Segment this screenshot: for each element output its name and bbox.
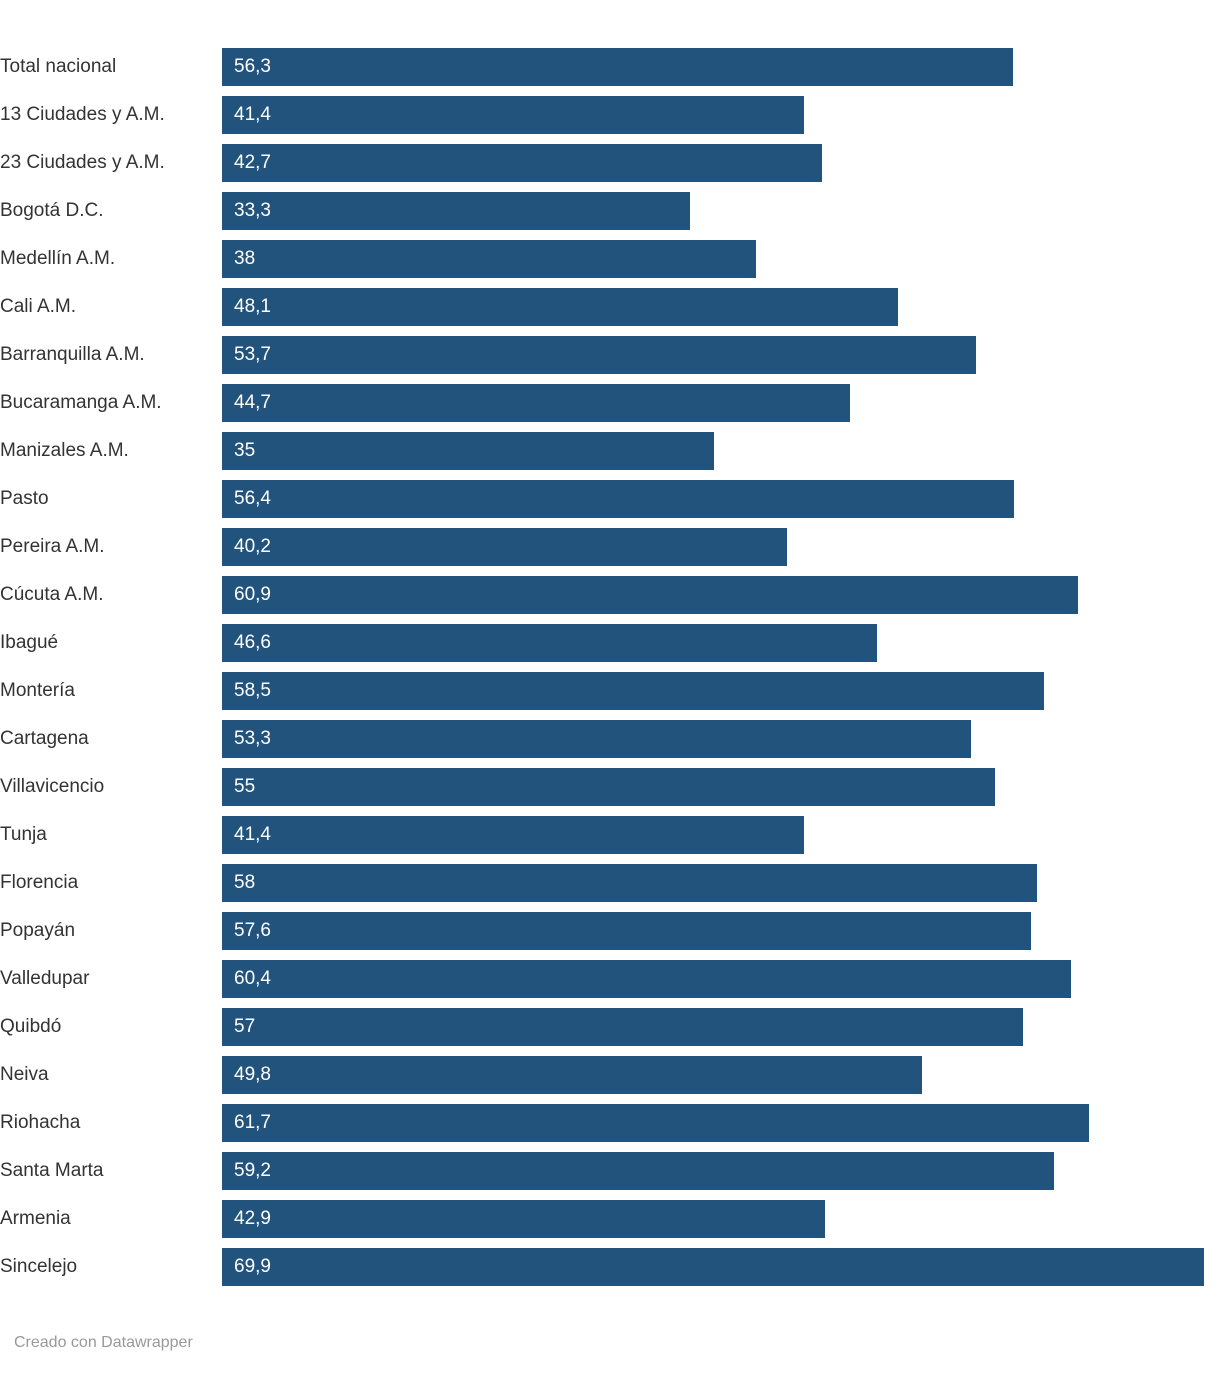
bar-track bbox=[222, 672, 1204, 710]
bar-value-label: 41,4 bbox=[234, 824, 271, 845]
table-row bbox=[0, 1008, 1220, 1046]
bar-value-label: 57,6 bbox=[234, 920, 271, 941]
bar bbox=[222, 384, 850, 422]
bar-track bbox=[222, 1152, 1204, 1190]
bar-category-label: Barranquilla A.M. bbox=[0, 344, 145, 365]
bar-track bbox=[222, 624, 1204, 662]
bar-value-label: 59,2 bbox=[234, 1160, 271, 1181]
table-row bbox=[0, 1056, 1220, 1094]
bar-category-label: Quibdó bbox=[0, 1016, 62, 1037]
bar-track bbox=[222, 816, 1204, 854]
bar-value-label: 53,3 bbox=[234, 728, 271, 749]
table-row bbox=[0, 672, 1220, 710]
table-row bbox=[0, 528, 1220, 566]
table-row bbox=[0, 336, 1220, 374]
bar bbox=[222, 816, 804, 854]
table-row bbox=[0, 384, 1220, 422]
bar-track bbox=[222, 576, 1204, 614]
table-row bbox=[0, 912, 1220, 950]
bar-category-label: Florencia bbox=[0, 872, 79, 893]
bar-track bbox=[222, 144, 1204, 182]
bar bbox=[222, 432, 714, 470]
bar-category-label: Santa Marta bbox=[0, 1160, 104, 1181]
bar bbox=[222, 1200, 825, 1238]
datawrapper-credit[interactable]: Creado con Datawrapper bbox=[14, 1334, 193, 1351]
bar-value-label: 48,1 bbox=[234, 296, 271, 317]
bar bbox=[222, 96, 804, 134]
bar-category-label: Tunja bbox=[0, 824, 47, 845]
bar-value-label: 35 bbox=[234, 440, 256, 461]
bar-value-label: 41,4 bbox=[234, 104, 271, 125]
bar-category-label: Pasto bbox=[0, 488, 49, 509]
bar bbox=[222, 1152, 1054, 1190]
bar-category-label: Total nacional bbox=[0, 56, 117, 77]
bar-value-label: 61,7 bbox=[234, 1112, 271, 1133]
bar bbox=[222, 1008, 1023, 1046]
bar-track bbox=[222, 864, 1204, 902]
bar bbox=[222, 720, 971, 758]
bar-category-label: Bucaramanga A.M. bbox=[0, 392, 162, 413]
bar-category-label: Valledupar bbox=[0, 968, 90, 989]
table-row bbox=[0, 816, 1220, 854]
bar bbox=[222, 1056, 922, 1094]
bar-category-label: Bogotá D.C. bbox=[0, 200, 104, 221]
bar-category-label: Medellín A.M. bbox=[0, 248, 116, 269]
bar-track bbox=[222, 48, 1204, 86]
bar-track bbox=[222, 336, 1204, 374]
bar bbox=[222, 192, 690, 230]
table-row bbox=[0, 576, 1220, 614]
chart-rows bbox=[0, 48, 1220, 1296]
bar-track bbox=[222, 480, 1204, 518]
bar-track bbox=[222, 720, 1204, 758]
table-row bbox=[0, 1248, 1220, 1286]
bar-category-label: Manizales A.M. bbox=[0, 440, 129, 461]
bar-value-label: 42,7 bbox=[234, 152, 271, 173]
bar-value-label: 53,7 bbox=[234, 344, 271, 365]
bar-track bbox=[222, 960, 1204, 998]
table-row bbox=[0, 1152, 1220, 1190]
bar-value-label: 49,8 bbox=[234, 1064, 271, 1085]
bar-value-label: 58,5 bbox=[234, 680, 271, 701]
table-row bbox=[0, 48, 1220, 86]
bar-track bbox=[222, 96, 1204, 134]
table-row bbox=[0, 480, 1220, 518]
bar bbox=[222, 624, 877, 662]
bar-track bbox=[222, 192, 1204, 230]
bar bbox=[222, 144, 822, 182]
bar-value-label: 58 bbox=[234, 872, 256, 893]
bar-category-label: Popayán bbox=[0, 920, 76, 941]
bar-value-label: 38 bbox=[234, 248, 256, 269]
bar-category-label: Cartagena bbox=[0, 728, 89, 749]
bar-value-label: 57 bbox=[234, 1016, 256, 1037]
bar bbox=[222, 768, 995, 806]
table-row bbox=[0, 768, 1220, 806]
bar-track bbox=[222, 768, 1204, 806]
bar-value-label: 40,2 bbox=[234, 536, 271, 557]
bar-track bbox=[222, 1104, 1204, 1142]
bar bbox=[222, 672, 1044, 710]
bar-category-label: Armenia bbox=[0, 1208, 71, 1229]
table-row bbox=[0, 144, 1220, 182]
bar-track bbox=[222, 1200, 1204, 1238]
bar-track bbox=[222, 1008, 1204, 1046]
table-row bbox=[0, 288, 1220, 326]
bar bbox=[222, 1104, 1089, 1142]
bar-category-label: Cali A.M. bbox=[0, 296, 77, 317]
bar-track bbox=[222, 1056, 1204, 1094]
table-row bbox=[0, 1104, 1220, 1142]
bar-category-label: Ibagué bbox=[0, 632, 59, 653]
bar-track bbox=[222, 240, 1204, 278]
bar-track bbox=[222, 288, 1204, 326]
bar bbox=[222, 576, 1078, 614]
bar-category-label: Riohacha bbox=[0, 1112, 81, 1133]
bar-value-label: 55 bbox=[234, 776, 256, 797]
table-row bbox=[0, 960, 1220, 998]
table-row bbox=[0, 864, 1220, 902]
table-row bbox=[0, 624, 1220, 662]
bar bbox=[222, 48, 1013, 86]
bar-track bbox=[222, 1248, 1204, 1286]
bar-value-label: 42,9 bbox=[234, 1208, 271, 1229]
bar bbox=[222, 480, 1014, 518]
bar-category-label: Cúcuta A.M. bbox=[0, 584, 104, 605]
bar-track bbox=[222, 384, 1204, 422]
table-row bbox=[0, 192, 1220, 230]
table-row bbox=[0, 240, 1220, 278]
bar bbox=[222, 960, 1071, 998]
bar-category-label: Montería bbox=[0, 680, 75, 701]
bar bbox=[222, 240, 756, 278]
table-row bbox=[0, 96, 1220, 134]
bar bbox=[222, 288, 898, 326]
bar bbox=[222, 864, 1037, 902]
bar-value-label: 69,9 bbox=[234, 1256, 271, 1277]
bar bbox=[222, 912, 1031, 950]
bar-track bbox=[222, 528, 1204, 566]
bar-value-label: 56,4 bbox=[234, 488, 271, 509]
bar-track bbox=[222, 432, 1204, 470]
bar-category-label: 13 Ciudades y A.M. bbox=[0, 104, 165, 125]
bar-category-label: Villavicencio bbox=[0, 776, 105, 797]
bar-value-label: 33,3 bbox=[234, 200, 271, 221]
bar-category-label: Sincelejo bbox=[0, 1256, 78, 1277]
table-row bbox=[0, 720, 1220, 758]
bar-value-label: 60,4 bbox=[234, 968, 271, 989]
bar-value-label: 46,6 bbox=[234, 632, 271, 653]
bar-category-label: Neiva bbox=[0, 1064, 49, 1085]
bar bbox=[222, 1248, 1204, 1286]
bar-category-label: 23 Ciudades y A.M. bbox=[0, 152, 165, 173]
table-row bbox=[0, 1200, 1220, 1238]
table-row bbox=[0, 432, 1220, 470]
bar bbox=[222, 336, 976, 374]
bar-value-label: 56,3 bbox=[234, 56, 271, 77]
bar-track bbox=[222, 912, 1204, 950]
bar-value-label: 60,9 bbox=[234, 584, 271, 605]
bar-value-label: 44,7 bbox=[234, 392, 271, 413]
bar-category-label: Pereira A.M. bbox=[0, 536, 105, 557]
bar bbox=[222, 528, 787, 566]
